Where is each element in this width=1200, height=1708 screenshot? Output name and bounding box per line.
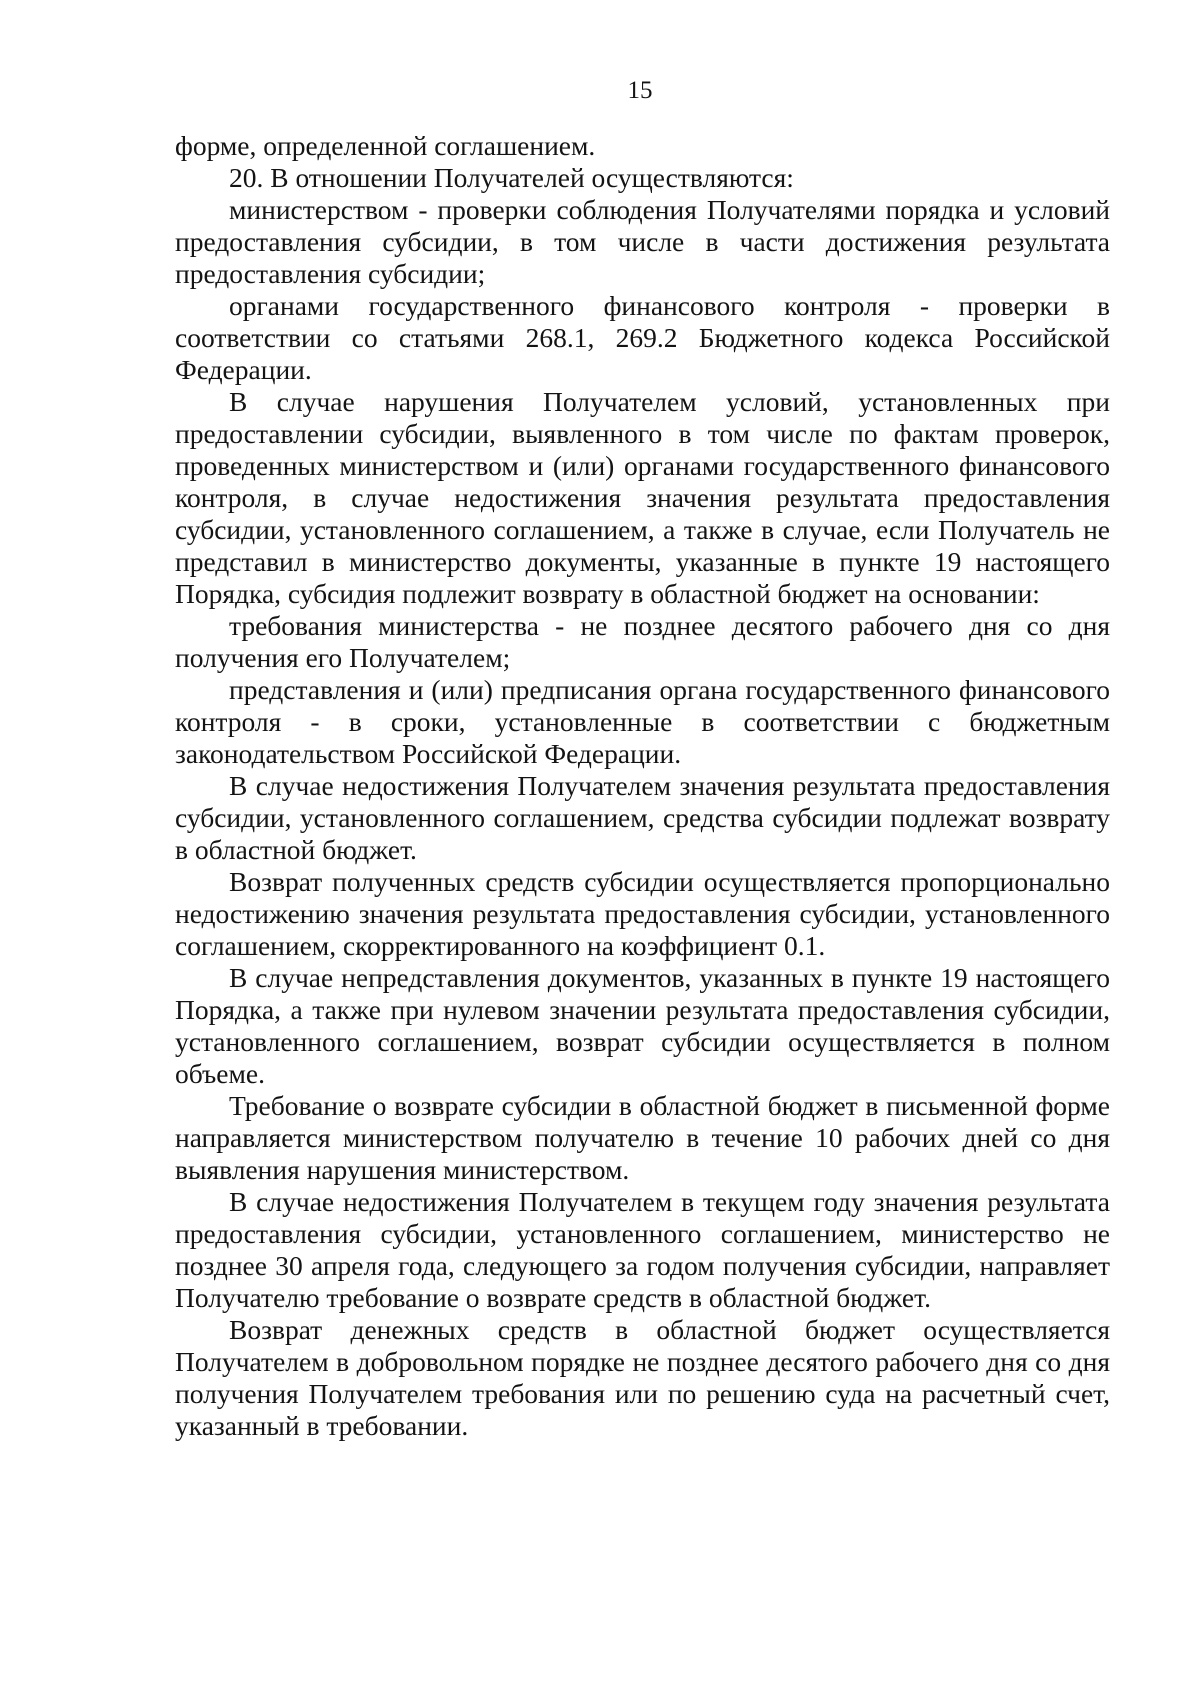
paragraph: В случае нарушения Получателем условий, установленных при предоставлении субсидии, выявленного в том числе по фактам проверок, проведенных министерством и (или) органами государственного финансового контроля, в случае недостижения значения результата предоставления субсидии, установленного соглашением, а также в случае, если Получатель не представил в министерство документы, указанные в пункте 19 настоящего Порядка, субсидия подлежит возврату в областной бюджет на основании: (175, 386, 1110, 609)
paragraph: требования министерства - не позднее десятого рабочего дня со дня получения его Получателем; (175, 610, 1110, 673)
paragraph: Возврат полученных средств субсидии осуществляется пропорционально недостижению значения результата предоставления субсидии, установленного соглашением, скорректированного на коэффициент 0.1. (175, 866, 1110, 961)
document-body (175, 130, 1110, 1442)
paragraph: представления и (или) предписания органа государственного финансового контроля - в сроки, установленные в соответствии с бюджетным законодательством Российской Федерации. (175, 674, 1110, 769)
paragraph: В случае недостижения Получателем в текущем году значения результата предоставления субсидии, установленного соглашением, министерство не позднее 30 апреля года, следующего за годом получения субсидии, направляет Получателю требование о возврате средств в областной бюджет. (175, 1186, 1110, 1313)
paragraph: форме, определенной соглашением. (175, 130, 596, 161)
paragraph: В случае непредставления документов, указанных в пункте 19 настоящего Порядка, а также при нулевом значении результата предоставления субсидии, установленного соглашением, возврат субсидии осуществляется в полном объеме. (175, 962, 1110, 1089)
paragraph: министерством - проверки соблюдения Получателями порядка и условий предоставления субсидии, в том числе в части достижения результата предоставления субсидии; (175, 194, 1110, 289)
page-number: 15 (627, 77, 653, 104)
paragraph: Требование о возврате субсидии в областной бюджет в письменной форме направляется министерством получателю в течение 10 рабочих дней со дня выявления нарушения министерством. (175, 1090, 1110, 1185)
paragraph: Возврат денежных средств в областной бюджет осуществляется Получателем в добровольном порядке не позднее десятого рабочего дня со дня получения Получателем требования или по решению суда на расчетный счет, указанный в требовании. (175, 1314, 1110, 1441)
paragraph: органами государственного финансового контроля - проверки в соответствии со статьями 268.1, 269.2 Бюджетного кодекса Российской Федерации. (175, 290, 1110, 385)
paragraph: 20. В отношении Получателей осуществляются: (229, 162, 794, 193)
paragraph: В случае недостижения Получателем значения результата предоставления субсидии, установленного соглашением, средства субсидии подлежат возврату в областной бюджет. (175, 770, 1110, 865)
